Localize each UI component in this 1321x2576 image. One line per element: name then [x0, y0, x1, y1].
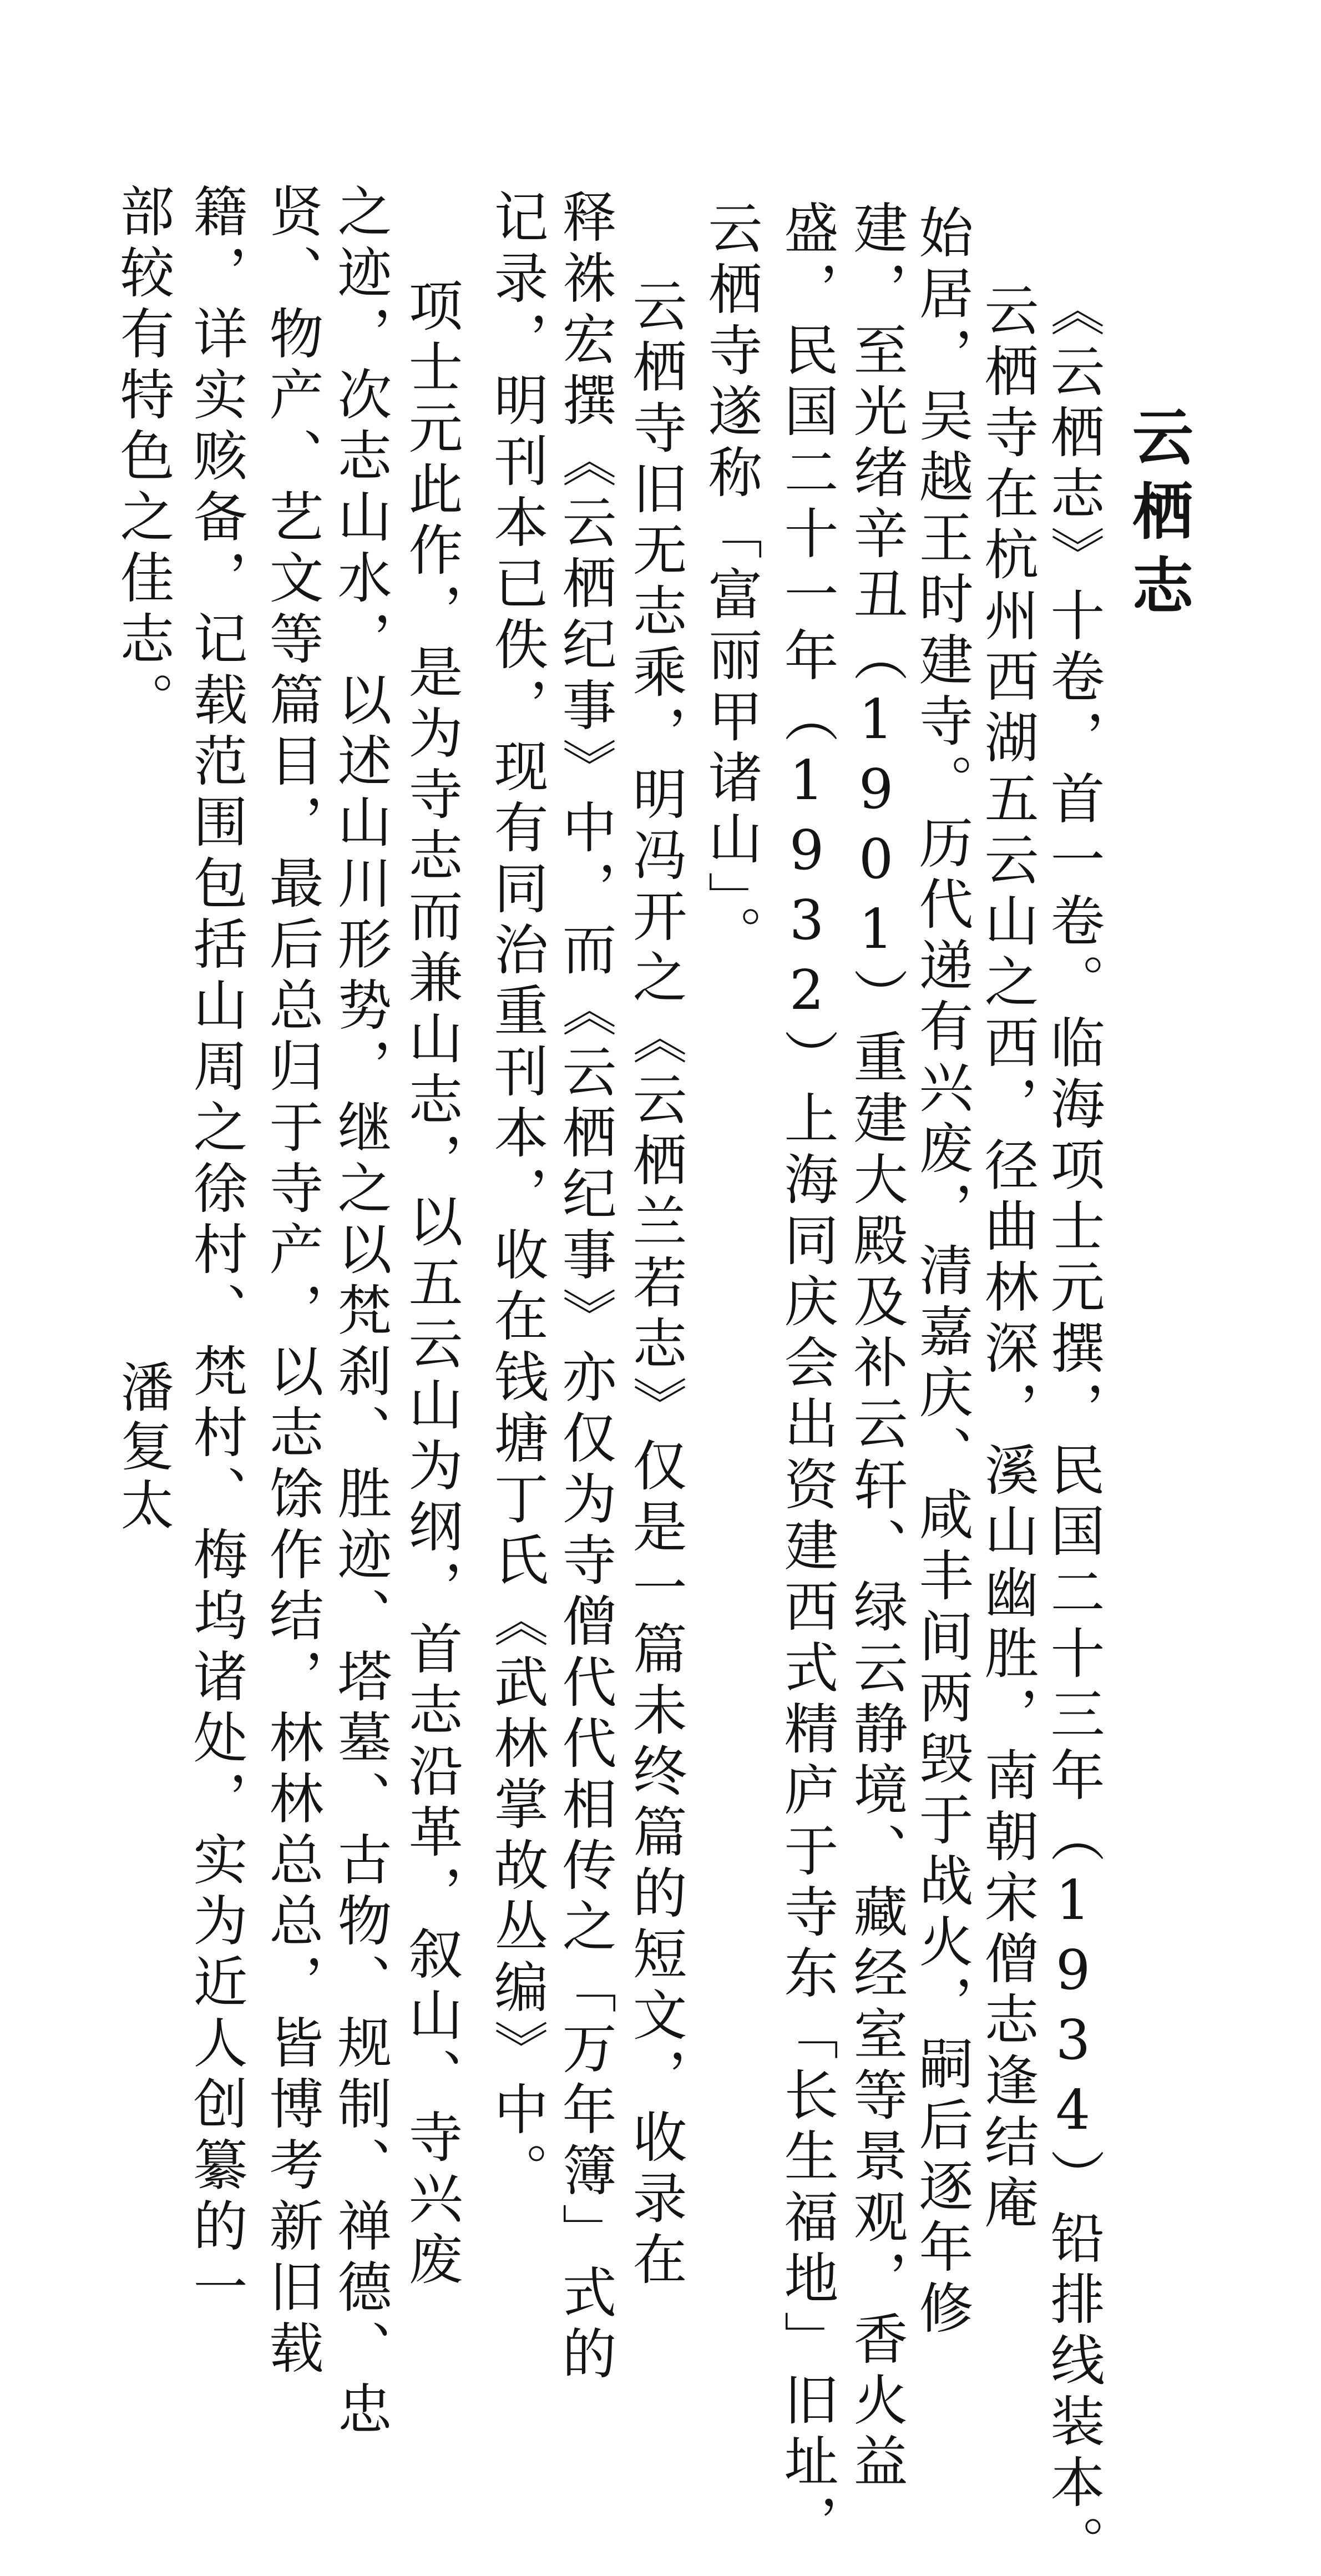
text-column-10: 项士元此作，是为寺志而兼山志，以五云山为纲，首志沿革，叙山、寺兴废 [399, 277, 463, 2292]
text-column-11: 之迹，次志山水，以述山川形势，继之以梵刹、胜迹、塔墓、古物、规制、禅德、忠 [328, 183, 392, 2442]
text-column-13: 籍，详实赅备，记载范围包括山周之徐村、梵村、梅坞诸处，实为近人创纂的一 [184, 183, 247, 2320]
text-column-12: 贤、物产、艺文等篇目，最后总归于寺产，以志馀作结，林林总总，皆博考新旧载 [260, 183, 323, 2381]
text-column-3: 始居，吴越王时建寺。历代递有兴废，清嘉庆、咸丰间两毁于战火，嗣后逐年修 [910, 204, 973, 2341]
author-signature: 潘复太 [112, 1360, 174, 1536]
text-column-8: 释袾宏撰《云栖纪事》中，而《云栖纪事》亦仅为寺僧代代相传之「万年簿」式的 [553, 189, 616, 2386]
text-column-6: 云栖寺遂称「富丽甲诸山」。 [699, 200, 762, 966]
text-column-5: 盛，民国二十一年（1932）上海同庆会出资建西式精庐于寺东「长生福地」旧址， [775, 200, 838, 2555]
page-title: 云栖志 [1122, 405, 1194, 628]
text-column-2: 云栖寺在杭州西湖五云山之西，径曲林深，溪山幽胜，南朝宋僧志逢结庵 [975, 282, 1039, 2235]
text-column-4: 建，至光绪辛丑（1901）重建大殿及补云轩、绿云静境、藏经室等景观，香火益 [844, 200, 908, 2494]
text-column-7: 云栖寺旧无志乘，明冯开之《云栖兰若志》仅是一篇未终篇的短文，收录在 [624, 277, 687, 2292]
text-column-9: 记录，明刊本已佚，现有同治重刊本，收在钱塘丁氏《武林掌故丛编》中。 [485, 189, 548, 2203]
text-column-14: 部较有特色之佳志。 [111, 183, 174, 733]
text-column-1: 《云栖志》十卷，首一卷。临海项士元撰，民国二十三年（1934）铅排线装本。 [1041, 282, 1105, 2576]
